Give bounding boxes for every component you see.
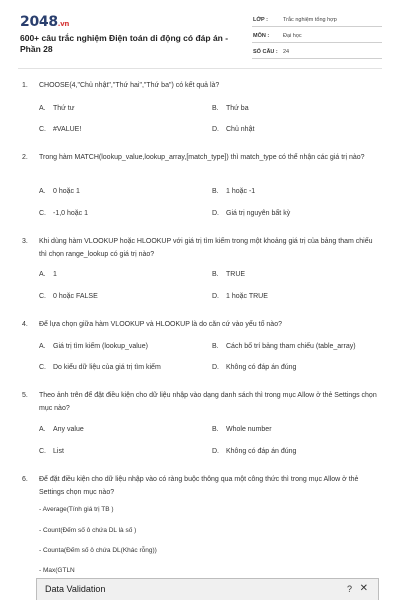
option-text: Cách bố trí bảng tham chiếu (table_array) bbox=[226, 343, 356, 350]
meta-value: Đại học bbox=[283, 33, 302, 39]
option-text: Thứ ba bbox=[226, 105, 249, 112]
header-divider bbox=[18, 68, 382, 69]
option-a[interactable] bbox=[39, 187, 80, 197]
logo-suffix: .vn bbox=[57, 20, 70, 28]
option-c[interactable] bbox=[39, 363, 161, 373]
dialog-title: Data Validation bbox=[45, 584, 106, 594]
option-text: Không có đáp án đúng bbox=[226, 364, 297, 371]
option-d[interactable] bbox=[212, 209, 290, 219]
question-number: 2. bbox=[22, 154, 28, 161]
option-letter: C. bbox=[39, 364, 46, 371]
question-number: 3. bbox=[22, 238, 28, 245]
option-letter: B. bbox=[212, 105, 219, 112]
option-letter: A. bbox=[39, 271, 46, 278]
image-caption-line: - Average(Tính giá trị TB ) bbox=[39, 506, 114, 513]
option-text: List bbox=[53, 448, 64, 455]
option-letter: D. bbox=[212, 364, 219, 371]
option-letter: D. bbox=[212, 126, 219, 133]
option-text: Giá trị nguyên bất kỳ bbox=[226, 210, 291, 217]
meta-row-count bbox=[252, 46, 382, 59]
option-letter: C. bbox=[39, 448, 46, 455]
question-number: 5. bbox=[22, 392, 28, 399]
help-icon[interactable]: ? bbox=[346, 584, 352, 594]
option-text: 1 bbox=[53, 271, 57, 278]
option-text: 0 hoặc FALSE bbox=[53, 293, 98, 300]
option-c[interactable] bbox=[39, 292, 98, 302]
option-a[interactable] bbox=[39, 342, 148, 352]
option-a[interactable] bbox=[39, 425, 84, 435]
option-d[interactable] bbox=[212, 447, 296, 457]
option-text: -1,0 hoặc 1 bbox=[53, 210, 89, 217]
option-a[interactable] bbox=[39, 104, 74, 114]
option-letter: B. bbox=[212, 343, 219, 350]
meta-key: SỐ CÂU : bbox=[253, 49, 278, 55]
question-text: CHOOSE(4,"Chủ nhật","Thứ hai","Thứ ba") có kết quả là? bbox=[39, 82, 220, 89]
option-d[interactable] bbox=[212, 292, 268, 302]
option-letter: C. bbox=[39, 210, 46, 217]
option-text: 0 hoặc 1 bbox=[53, 188, 80, 195]
option-c[interactable] bbox=[39, 125, 81, 135]
image-caption-line: - Count(Đếm số ô chứa DL là số ) bbox=[39, 527, 137, 534]
option-b[interactable] bbox=[212, 425, 272, 435]
question-number: 4. bbox=[22, 321, 28, 328]
meta-row-class bbox=[252, 14, 382, 27]
meta-value: 24 bbox=[283, 49, 290, 55]
option-c[interactable] bbox=[39, 447, 64, 457]
option-text: Do kiểu dữ liệu của giá trị tìm kiếm bbox=[53, 364, 161, 371]
close-icon[interactable]: ✕ bbox=[359, 583, 368, 594]
option-letter: A. bbox=[39, 188, 46, 195]
option-letter: A. bbox=[39, 105, 46, 112]
option-a[interactable] bbox=[39, 270, 57, 280]
question-text: Để lựa chọn giữa hàm VLOOKUP và HLOOKUP là do căn cứ vào yếu tố nào? bbox=[39, 321, 282, 328]
option-text: TRUE bbox=[226, 271, 246, 278]
question-number: 1. bbox=[22, 82, 28, 89]
option-text: #VALUE! bbox=[53, 126, 82, 133]
image-caption-line: - Max(GTLN bbox=[39, 567, 75, 574]
option-b[interactable] bbox=[212, 187, 255, 197]
option-b[interactable] bbox=[212, 270, 245, 280]
meta-key: LỚP : bbox=[253, 17, 268, 23]
option-text: Whole number bbox=[226, 426, 272, 433]
option-letter: C. bbox=[39, 293, 46, 300]
question-text: Trong hàm MATCH(lookup_value,lookup_array,[match_type]) thì match_type có thể nhận các giá trị nào? bbox=[39, 154, 365, 161]
option-letter: B. bbox=[212, 426, 219, 433]
option-d[interactable] bbox=[212, 363, 296, 373]
option-letter: B. bbox=[212, 188, 219, 195]
option-letter: C. bbox=[39, 126, 46, 133]
option-letter: D. bbox=[212, 293, 219, 300]
option-letter: B. bbox=[212, 271, 219, 278]
meta-row-subject bbox=[252, 30, 382, 43]
option-text: Thứ tư bbox=[53, 105, 75, 112]
data-validation-dialog bbox=[36, 578, 379, 600]
option-letter: D. bbox=[212, 210, 219, 217]
meta-value: Trắc nghiệm tổng hợp bbox=[283, 17, 337, 23]
question-text: Theo ảnh trên để đặt điều kiện cho dữ liệu nhập vào dạng danh sách thì trong mục Allow ở thẻ Settings chọn mục nào? bbox=[39, 392, 377, 412]
document-title: 600+ câu trắc nghiệm Điện toán di động có đáp án - Phần 28 bbox=[20, 33, 229, 54]
option-letter: A. bbox=[39, 426, 46, 433]
site-logo[interactable] bbox=[20, 14, 69, 30]
logo-text: 2048 bbox=[20, 14, 58, 30]
option-text: Chủ nhật bbox=[226, 126, 255, 133]
question-text: Khi dùng hàm VLOOKUP hoặc HLOOKUP với giá trị tìm kiếm trong một khoảng giá trị của bảng tham chiếu thì chọn range_lookup có giá trị nào? bbox=[39, 238, 373, 258]
option-text: Không có đáp án đúng bbox=[226, 448, 297, 455]
meta-key: MÔN : bbox=[253, 33, 270, 39]
option-text: 1 hoặc TRUE bbox=[226, 293, 268, 300]
document-header bbox=[0, 0, 400, 66]
meta-table bbox=[252, 14, 382, 59]
option-b[interactable] bbox=[212, 342, 356, 352]
option-letter: D. bbox=[212, 448, 219, 455]
option-text: Any value bbox=[53, 426, 84, 433]
option-text: Giá trị tìm kiếm (lookup_value) bbox=[53, 343, 148, 350]
option-d[interactable] bbox=[212, 125, 254, 135]
option-letter: A. bbox=[39, 343, 46, 350]
question-text: Để đặt điều kiện cho dữ liệu nhập vào có ràng buộc thông qua một công thức thì trong mục Allow ở thẻ Settings chọn mục nào? bbox=[39, 476, 359, 496]
option-c[interactable] bbox=[39, 209, 88, 219]
option-b[interactable] bbox=[212, 104, 249, 114]
image-caption-line: - Counta(Đếm số ô chứa DL(Khác rỗng)) bbox=[39, 547, 157, 554]
option-text: 1 hoặc -1 bbox=[226, 188, 256, 195]
question-number: 6. bbox=[22, 476, 28, 483]
